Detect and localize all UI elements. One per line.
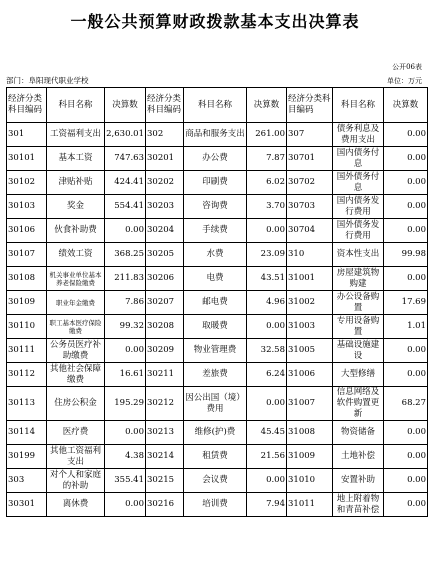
name-cell: 住房公积金	[47, 387, 105, 421]
name-cell: 奖金	[47, 195, 105, 219]
name-cell: 物业管理费	[184, 339, 247, 363]
expenditure-table	[6, 87, 428, 517]
amount-cell: 0.00	[105, 339, 146, 363]
amount-cell: 7.87	[247, 147, 287, 171]
code-cell: 31007	[287, 387, 333, 421]
code-cell: 30205	[146, 243, 184, 267]
code-cell: 30216	[146, 493, 184, 517]
code-cell: 30108	[7, 267, 47, 291]
code-cell: 30206	[146, 267, 184, 291]
table-row	[7, 315, 428, 339]
code-cell: 31001	[287, 267, 333, 291]
code-cell: 30704	[287, 219, 333, 243]
amount-cell: 0.00	[247, 219, 287, 243]
amount-cell: 0.00	[247, 315, 287, 339]
code-cell: 30112	[7, 363, 47, 387]
table-row	[7, 171, 428, 195]
name-cell: 工资福利支出	[47, 123, 105, 147]
amount-cell: 0.00	[384, 267, 428, 291]
code-cell: 31002	[287, 291, 333, 315]
amount-cell: 45.45	[247, 421, 287, 445]
code-cell: 30199	[7, 445, 47, 469]
name-cell: 房屋建筑物购建	[333, 267, 384, 291]
name-cell: 物资储备	[333, 421, 384, 445]
name-cell: 手续费	[184, 219, 247, 243]
name-cell: 资本性支出	[333, 243, 384, 267]
code-cell: 30209	[146, 339, 184, 363]
code-cell: 30109	[7, 291, 47, 315]
code-cell: 31009	[287, 445, 333, 469]
name-cell: 医疗费	[47, 421, 105, 445]
amount-cell: 554.41	[105, 195, 146, 219]
amount-cell: 23.09	[247, 243, 287, 267]
table-row	[7, 195, 428, 219]
amount-cell: 7.94	[247, 493, 287, 517]
name-cell: 津贴补贴	[47, 171, 105, 195]
table-row	[7, 421, 428, 445]
amount-cell: 0.00	[384, 123, 428, 147]
header-code-1: 经济分类科目编码	[7, 88, 47, 123]
code-cell: 30215	[146, 469, 184, 493]
code-cell: 30211	[146, 363, 184, 387]
amount-cell: 17.69	[384, 291, 428, 315]
table-header-row	[7, 88, 428, 123]
name-cell: 国外债务发行费用	[333, 219, 384, 243]
table-row	[7, 445, 428, 469]
name-cell: 培训费	[184, 493, 247, 517]
table-row	[7, 219, 428, 243]
amount-cell: 0.00	[384, 147, 428, 171]
amount-cell: 0.00	[384, 195, 428, 219]
code-cell: 30113	[7, 387, 47, 421]
amount-cell: 0.00	[384, 445, 428, 469]
code-cell: 31011	[287, 493, 333, 517]
amount-cell: 0.00	[384, 171, 428, 195]
name-cell: 土地补偿	[333, 445, 384, 469]
amount-cell: 0.00	[384, 469, 428, 493]
code-cell: 30111	[7, 339, 47, 363]
code-cell: 30301	[7, 493, 47, 517]
name-cell: 咨询费	[184, 195, 247, 219]
code-cell: 30102	[7, 171, 47, 195]
code-cell: 30201	[146, 147, 184, 171]
amount-cell: 6.02	[247, 171, 287, 195]
table-row	[7, 469, 428, 493]
amount-cell: 16.61	[105, 363, 146, 387]
code-cell: 31006	[287, 363, 333, 387]
amount-cell: 0.00	[384, 219, 428, 243]
amount-cell: 2,630.01	[105, 123, 146, 147]
code-cell: 31010	[287, 469, 333, 493]
code-cell: 31005	[287, 339, 333, 363]
name-cell: 债务利息及费用支出	[333, 123, 384, 147]
code-cell: 30208	[146, 315, 184, 339]
amount-cell: 3.70	[247, 195, 287, 219]
form-number: 公开06表	[392, 63, 422, 71]
name-cell: 国内债务付息	[333, 147, 384, 171]
name-cell: 因公出国（境）费用	[184, 387, 247, 421]
table-row	[7, 493, 428, 517]
name-cell: 专用设备购置	[333, 315, 384, 339]
name-cell: 租赁费	[184, 445, 247, 469]
code-cell: 30103	[7, 195, 47, 219]
amount-cell: 32.58	[247, 339, 287, 363]
amount-cell: 0.00	[105, 219, 146, 243]
amount-cell: 99.98	[384, 243, 428, 267]
name-cell: 基础设施建设	[333, 339, 384, 363]
table-row	[7, 147, 428, 171]
code-cell: 30702	[287, 171, 333, 195]
name-cell: 基本工资	[47, 147, 105, 171]
name-cell: 伙食补助费	[47, 219, 105, 243]
amount-cell: 261.00	[247, 123, 287, 147]
table-row	[7, 243, 428, 267]
header-amount-3: 决算数	[384, 88, 428, 123]
code-cell: 30212	[146, 387, 184, 421]
code-cell: 303	[7, 469, 47, 493]
amount-cell: 0.00	[384, 421, 428, 445]
name-cell: 国外债务付息	[333, 171, 384, 195]
name-cell: 职业年金缴费	[47, 291, 105, 315]
code-cell: 31003	[287, 315, 333, 339]
header-name-2: 科目名称	[184, 88, 247, 123]
name-cell: 国内债务发行费用	[333, 195, 384, 219]
code-cell: 31008	[287, 421, 333, 445]
amount-cell: 0.00	[247, 387, 287, 421]
code-cell: 30114	[7, 421, 47, 445]
header-name-1: 科目名称	[47, 88, 105, 123]
amount-cell: 7.86	[105, 291, 146, 315]
amount-cell: 43.51	[247, 267, 287, 291]
name-cell: 办公设备购置	[333, 291, 384, 315]
code-cell: 30202	[146, 171, 184, 195]
page-title: 一般公共预算财政拨款基本支出决算表	[70, 12, 360, 31]
code-cell: 30213	[146, 421, 184, 445]
code-cell: 30106	[7, 219, 47, 243]
amount-cell: 4.38	[105, 445, 146, 469]
name-cell: 邮电费	[184, 291, 247, 315]
code-cell: 30214	[146, 445, 184, 469]
name-cell: 其他工资福利支出	[47, 445, 105, 469]
table-row	[7, 363, 428, 387]
name-cell: 安置补助	[333, 469, 384, 493]
name-cell: 印刷费	[184, 171, 247, 195]
name-cell: 信息网络及软件购置更新	[333, 387, 384, 421]
name-cell: 商品和服务支出	[184, 123, 247, 147]
header-code-2: 经济分类科目编码	[146, 88, 184, 123]
name-cell: 会议费	[184, 469, 247, 493]
amount-cell: 6.24	[247, 363, 287, 387]
name-cell: 职工基本医疗保险缴费	[47, 315, 105, 339]
name-cell: 维修(护)费	[184, 421, 247, 445]
amount-cell: 99.32	[105, 315, 146, 339]
department-label: 部门：阜阳现代职业学校	[6, 76, 89, 85]
name-cell: 其他社会保障缴费	[47, 363, 105, 387]
code-cell: 30703	[287, 195, 333, 219]
amount-cell: 0.00	[105, 421, 146, 445]
amount-cell: 424.41	[105, 171, 146, 195]
code-cell: 301	[7, 123, 47, 147]
table-row	[7, 267, 428, 291]
code-cell: 30107	[7, 243, 47, 267]
amount-cell: 368.25	[105, 243, 146, 267]
amount-cell: 1.01	[384, 315, 428, 339]
amount-cell: 0.00	[384, 493, 428, 517]
table-row	[7, 291, 428, 315]
amount-cell: 0.00	[247, 469, 287, 493]
name-cell: 办公费	[184, 147, 247, 171]
name-cell: 大型修缮	[333, 363, 384, 387]
amount-cell: 4.96	[247, 291, 287, 315]
table-row	[7, 339, 428, 363]
name-cell: 机关事业单位基本养老保险缴费	[47, 267, 105, 291]
name-cell: 绩效工资	[47, 243, 105, 267]
unit-label: 单位：万元	[387, 77, 422, 85]
name-cell: 电费	[184, 267, 247, 291]
code-cell: 30207	[146, 291, 184, 315]
amount-cell: 21.56	[247, 445, 287, 469]
name-cell: 水费	[184, 243, 247, 267]
amount-cell: 195.29	[105, 387, 146, 421]
name-cell: 差旅费	[184, 363, 247, 387]
name-cell: 公务员医疗补助缴费	[47, 339, 105, 363]
name-cell: 对个人和家庭的补助	[47, 469, 105, 493]
header-code-3: 经济分类科目编码	[287, 88, 333, 123]
amount-cell: 211.83	[105, 267, 146, 291]
code-cell: 30701	[287, 147, 333, 171]
amount-cell: 0.00	[105, 493, 146, 517]
amount-cell: 355.41	[105, 469, 146, 493]
name-cell: 地上附着物和青苗补偿	[333, 493, 384, 517]
header-amount-1: 决算数	[105, 88, 146, 123]
table-row	[7, 387, 428, 421]
table-row	[7, 123, 428, 147]
code-cell: 30203	[146, 195, 184, 219]
code-cell: 30110	[7, 315, 47, 339]
name-cell: 离休费	[47, 493, 105, 517]
code-cell: 307	[287, 123, 333, 147]
code-cell: 310	[287, 243, 333, 267]
code-cell: 30101	[7, 147, 47, 171]
code-cell: 30204	[146, 219, 184, 243]
header-amount-2: 决算数	[247, 88, 287, 123]
amount-cell: 0.00	[384, 339, 428, 363]
amount-cell: 747.63	[105, 147, 146, 171]
header-name-3: 科目名称	[333, 88, 384, 123]
name-cell: 取暖费	[184, 315, 247, 339]
amount-cell: 68.27	[384, 387, 428, 421]
amount-cell: 0.00	[384, 363, 428, 387]
code-cell: 302	[146, 123, 184, 147]
